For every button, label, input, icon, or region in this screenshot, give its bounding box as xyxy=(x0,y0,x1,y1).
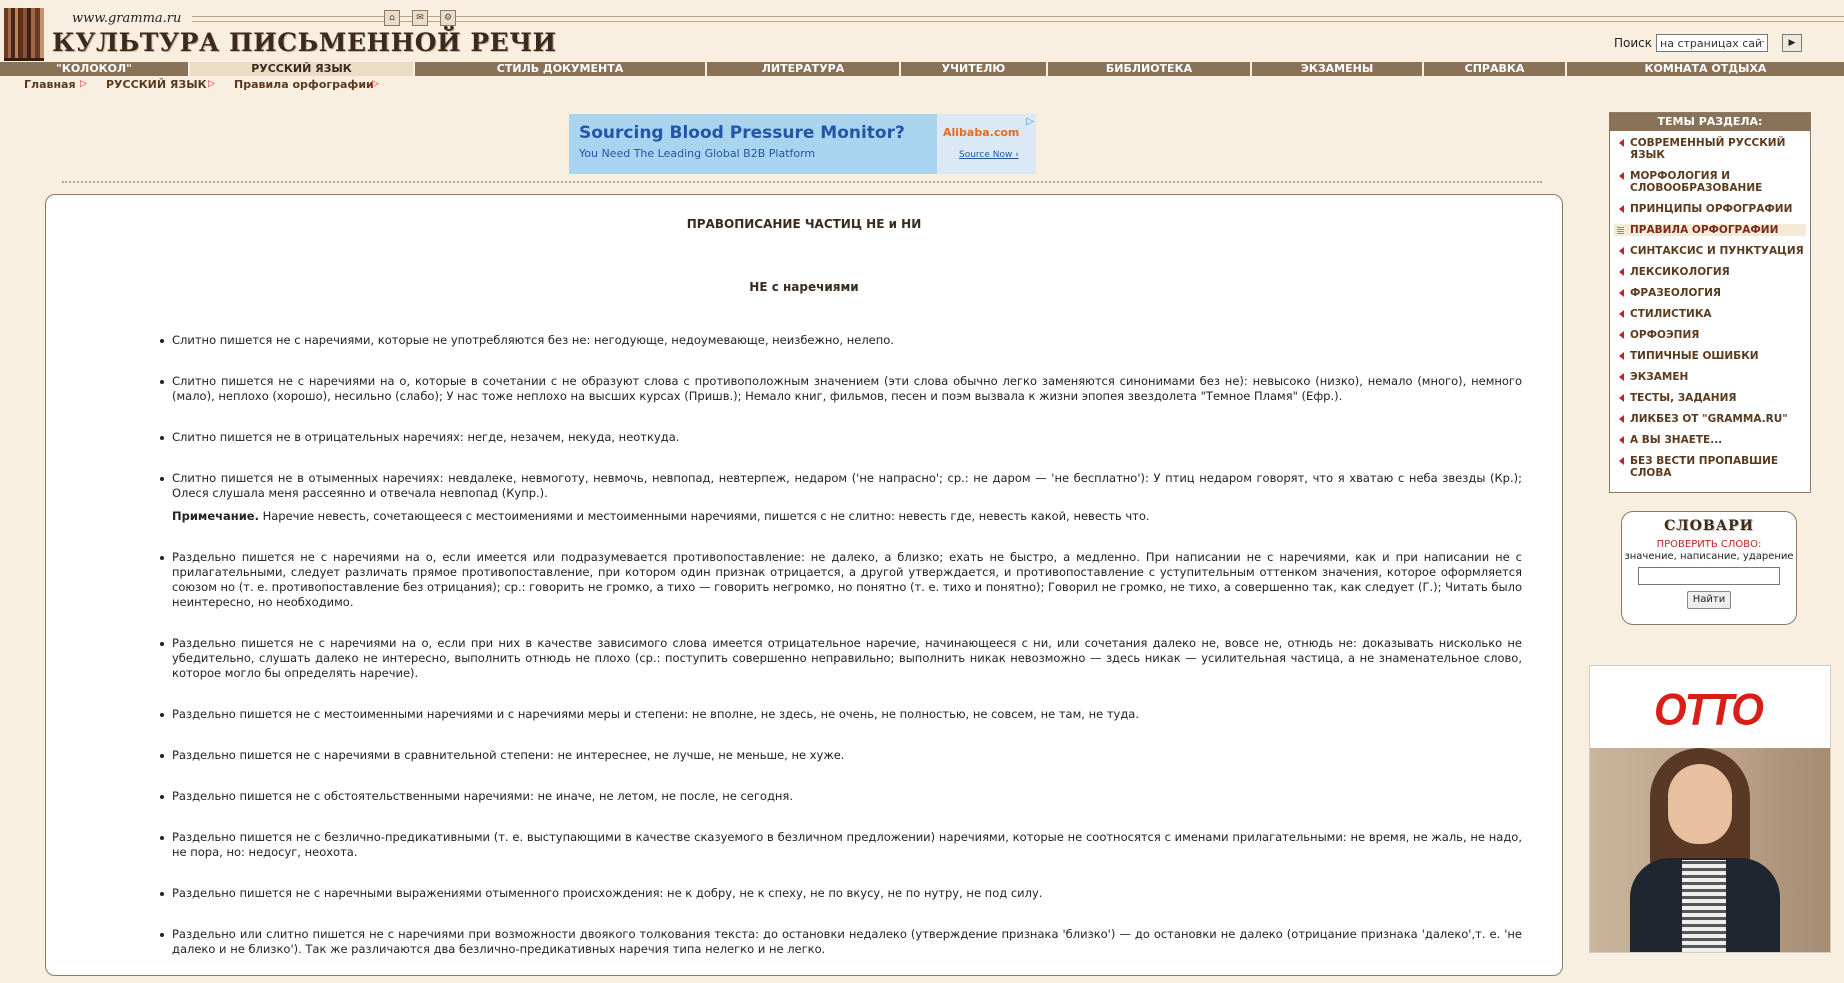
sidebar-heading: ТЕМЫ РАЗДЕЛА: xyxy=(1610,113,1810,131)
books-logo-icon[interactable] xyxy=(4,8,44,61)
sidebar-item-orthoepy[interactable]: ОРФОЭПИЯ xyxy=(1614,329,1806,341)
note-text: Наречие невесть, сочетающееся с местоимениями и местоименными наречиями, пишется с не слитно: невесть где, невесть какой, невесть что. xyxy=(262,509,1150,523)
site-url[interactable]: www.gramma.ru xyxy=(72,11,182,26)
ad-photo-shirt xyxy=(1682,860,1726,952)
rule-text: Слитно пишется не с наречиями, которые не употребляются без не: негодующе, недоумевающе, неизбежно, нелепо. xyxy=(172,333,894,347)
sidebar-item-phraseology[interactable]: ФРАЗЕОЛОГИЯ xyxy=(1614,287,1806,299)
ad-logo-panel[interactable] xyxy=(937,114,1036,174)
rule-note xyxy=(172,509,1522,524)
breadcrumb-russian[interactable]: РУССКИЙ ЯЗЫК xyxy=(106,78,207,91)
site-search xyxy=(1614,34,1802,52)
nav-item-rest-room[interactable]: КОМНАТА ОТДЫХА xyxy=(1644,62,1767,75)
rule-text: Слитно пишется не с наречиями на о, которые в сочетании с не образуют слова с противоположным значением (эти слова обычно легко заменяются синонимами без не): невысоко (низко), немало (много), немного (мало), неплохо (хорошо), несильно (слабо); У нас тоже неплохо на высших курсах (Пришв.); Немало книг, фильмов, песен и поэм вызвала к жизни эпопея звездолета "Темное Пламя" (Ефр.). xyxy=(172,374,1522,403)
topics-sidebar xyxy=(1609,112,1811,493)
sidebar-item-modern-russian[interactable]: СОВРЕМЕННЫЙ РУССКИЙ ЯЗЫК xyxy=(1614,137,1806,161)
breadcrumb-home[interactable]: Главная xyxy=(24,78,76,91)
list-item xyxy=(172,550,1522,610)
ad-logo: Alibaba.com xyxy=(943,126,1020,139)
nav-item-exams[interactable]: ЭКЗАМЕНЫ xyxy=(1252,62,1424,76)
home-icon[interactable]: ⌂ xyxy=(384,10,400,26)
sidebar-item-orthography-principles[interactable]: ПРИНЦИПЫ ОРФОГРАФИИ xyxy=(1614,203,1806,215)
list-item xyxy=(172,430,1522,445)
list-item xyxy=(172,748,1522,763)
ad-subtitle[interactable]: You Need The Leading Global B2B Platform xyxy=(579,147,816,160)
list-item xyxy=(172,789,1522,804)
sidebar-list xyxy=(1610,131,1810,492)
find-button[interactable]: Найти xyxy=(1687,591,1731,609)
rule-text: Слитно пишется не в отыменных наречиях: невдалеке, невмоготу, невмочь, невпопад, невтерпеж, недаром ('не напрасно'; ср.: не даром — 'не бесплатно'): У птиц недаром говорят, что я хватаю с неба звезды (Кр.); Олеся слушала меня рассеянно и отвечала невпопад (Купр.). xyxy=(172,471,1522,500)
breadcrumb-arrow-icon: ▷ xyxy=(372,79,379,89)
breadcrumb-arrow-icon: ▷ xyxy=(80,79,87,89)
list-item xyxy=(172,471,1522,524)
go-arrow-icon[interactable]: ▶ xyxy=(1782,34,1802,52)
nav-item-literature[interactable]: ЛИТЕРАТУРА xyxy=(707,62,901,76)
search-label: Поиск xyxy=(1614,36,1653,50)
breadcrumb-arrow-icon: ▷ xyxy=(208,79,215,89)
nav-item-doc-style[interactable]: СТИЛЬ ДОКУМЕНТА xyxy=(415,62,707,76)
rule-text: Раздельно пишется не с безлично-предикативными (т. е. выступающими в качестве сказуемого в безличном предложении) наречиями, которые не соотносятся с именами прилагательными: не время, не жаль, не надо, не пора, но: недосуг, неохота. xyxy=(172,830,1522,859)
ad-photo-face xyxy=(1668,764,1732,844)
dictionary-widget xyxy=(1621,511,1797,625)
list-item xyxy=(172,333,1522,348)
header-icons xyxy=(384,10,456,26)
list-item xyxy=(172,636,1522,681)
rule-text: Раздельно пишется не с наречиями на о, если имеется или подразумевается противопоставление: не далеко, а близко; ехать не быстро, а медленно. При написании не с наречиями, как и при написании не с прилагательными, следует различать прямое противопоставление, при котором один признак отрицается, а другой утверждается, и противопоставление с уступительным оттенком значения, которое оформляется союзом но (т. е. противопоставление без отрицания); ср.: говорить не громко, а тихо — говорить негромко, но понятно (т. е. тихо и понятно); Говорил не громко, не тихо, а совершенно так, как следует (Г.); Читать было неинтересно, но необходимо. xyxy=(172,550,1522,609)
nav-item-russian[interactable]: РУССКИЙ ЯЗЫК xyxy=(190,62,415,76)
dictionary-check-sub: значение, написание, ударение xyxy=(1624,551,1794,562)
dictionary-check-label: ПРОВЕРИТЬ СЛОВО: xyxy=(1656,539,1762,550)
dotted-divider xyxy=(62,181,1542,183)
article-panel xyxy=(45,194,1563,976)
list-item xyxy=(172,927,1522,957)
rule-text: Раздельно пишется не с наречиями на о, если при них в качестве зависимого слова имеется отрицательное наречие, начинающееся с ни, или сочетания далеко не, вовсе не, отнюдь не: доказывать нисколько не убедительно, слушать далеко не интересно, выполнить отнюдь не плохо (ср.: поступить совершенно неправильно; выполнить никак невозможно — здесь никак — усилительная частица, а не знаменательное слово, которое могло бы определять наречие). xyxy=(172,636,1522,680)
nav-item-teacher[interactable]: УЧИТЕЛЮ xyxy=(901,62,1048,76)
rules-list xyxy=(172,333,1522,983)
rule-text: Раздельно пишется не с местоименными наречиями и с наречиями меры и степени: не вполне, не здесь, не очень, не полностью, не совсем, не там, не туда. xyxy=(172,707,1139,721)
section-title: НЕ с наречиями xyxy=(749,280,859,294)
list-item xyxy=(172,886,1522,901)
nav-item-kolokol[interactable]: "КОЛОКОЛ" xyxy=(0,62,190,76)
note-label: Примечание. xyxy=(172,509,259,523)
sidebar-item-exam[interactable]: ЭКЗАМЕН xyxy=(1614,371,1806,383)
ad-source-link[interactable]: Source Now › xyxy=(959,150,1019,160)
rule-text: Раздельно или слитно пишется не с наречиями при возможности двоякого толкования текста: до остановки недалеко (утверждение признака 'близко') — до остановки не далеко (отрицание признака 'далеко',т. е. 'не далеко и не близко'). Так же различаются два безлично-предикативных наречия типа нелегко и не легко. xyxy=(172,927,1522,956)
otto-logo[interactable]: OTTO xyxy=(1654,684,1762,735)
list-item xyxy=(172,374,1522,404)
sidebar-item-lost-words[interactable]: БЕЗ ВЕСТИ ПРОПАВШИЕ СЛОВА xyxy=(1614,455,1806,479)
dictionary-title: СЛОВАРИ xyxy=(1664,518,1754,534)
nav-item-reference[interactable]: СПРАВКА xyxy=(1424,62,1567,76)
rule-text: Слитно пишется не в отрицательных наречиях: негде, незачем, некуда, неоткуда. xyxy=(172,430,680,444)
sidebar-item-stylistics[interactable]: СТИЛИСТИКА xyxy=(1614,308,1806,320)
adchoices-icon[interactable]: ▷ xyxy=(1026,116,1034,127)
sidebar-item-typical-errors[interactable]: ТИПИЧНЫЕ ОШИБКИ xyxy=(1614,350,1806,362)
sidebar-item-orthography-rules[interactable]: ПРАВИЛА ОРФОГРАФИИ xyxy=(1614,224,1806,236)
sitemap-icon[interactable]: ⚙ xyxy=(440,10,456,26)
nav-item-library[interactable]: БИБЛИОТЕКА xyxy=(1048,62,1252,76)
ad-title[interactable]: Sourcing Blood Pressure Monitor? xyxy=(579,123,905,143)
site-header xyxy=(0,0,1844,62)
sidebar-item-morphology[interactable]: МОРФОЛОГИЯ И СЛОВООБРАЗОВАНИЕ xyxy=(1614,170,1806,194)
site-title[interactable]: КУЛЬТУРА ПИСЬМЕННОЙ РЕЧИ xyxy=(52,28,557,57)
list-item xyxy=(172,830,1522,860)
rule-text: Раздельно пишется не с наречиями в сравнительной степени: не интереснее, не лучше, не меньше, не хуже. xyxy=(172,748,845,762)
sidebar-item-did-you-know[interactable]: А ВЫ ЗНАЕТЕ... xyxy=(1614,434,1806,446)
rule-text: Раздельно пишется не с наречными выражениями отыменного происхождения: не к добру, не к спеху, не по вкусу, не по нутру, не под силу. xyxy=(172,886,1043,900)
mail-icon[interactable]: ✉ xyxy=(412,10,428,26)
list-item xyxy=(172,707,1522,722)
sidebar-item-lexicology[interactable]: ЛЕКСИКОЛОГИЯ xyxy=(1614,266,1806,278)
sidebar-item-tests[interactable]: ТЕСТЫ, ЗАДАНИЯ xyxy=(1614,392,1806,404)
ad-banner-side[interactable] xyxy=(1589,665,1831,953)
rule-text: Раздельно пишется не с обстоятельственными наречиями: не иначе, не летом, не после, не сегодня. xyxy=(172,789,793,803)
sidebar-item-syntax[interactable]: СИНТАКСИС И ПУНКТУАЦИЯ xyxy=(1614,245,1806,257)
ad-photo[interactable] xyxy=(1590,748,1830,952)
ad-banner-top[interactable] xyxy=(569,114,1036,174)
sidebar-item-likbez[interactable]: ЛИКБЕЗ ОТ "GRAMMA.RU" xyxy=(1614,413,1806,425)
main-nav xyxy=(0,62,1844,76)
page-title: ПРАВОПИСАНИЕ ЧАСТИЦ НЕ и НИ xyxy=(686,217,922,231)
breadcrumb-spelling-rules[interactable]: Правила орфографии xyxy=(234,78,374,91)
search-input[interactable] xyxy=(1656,34,1768,52)
dictionary-word-input[interactable] xyxy=(1638,567,1780,585)
